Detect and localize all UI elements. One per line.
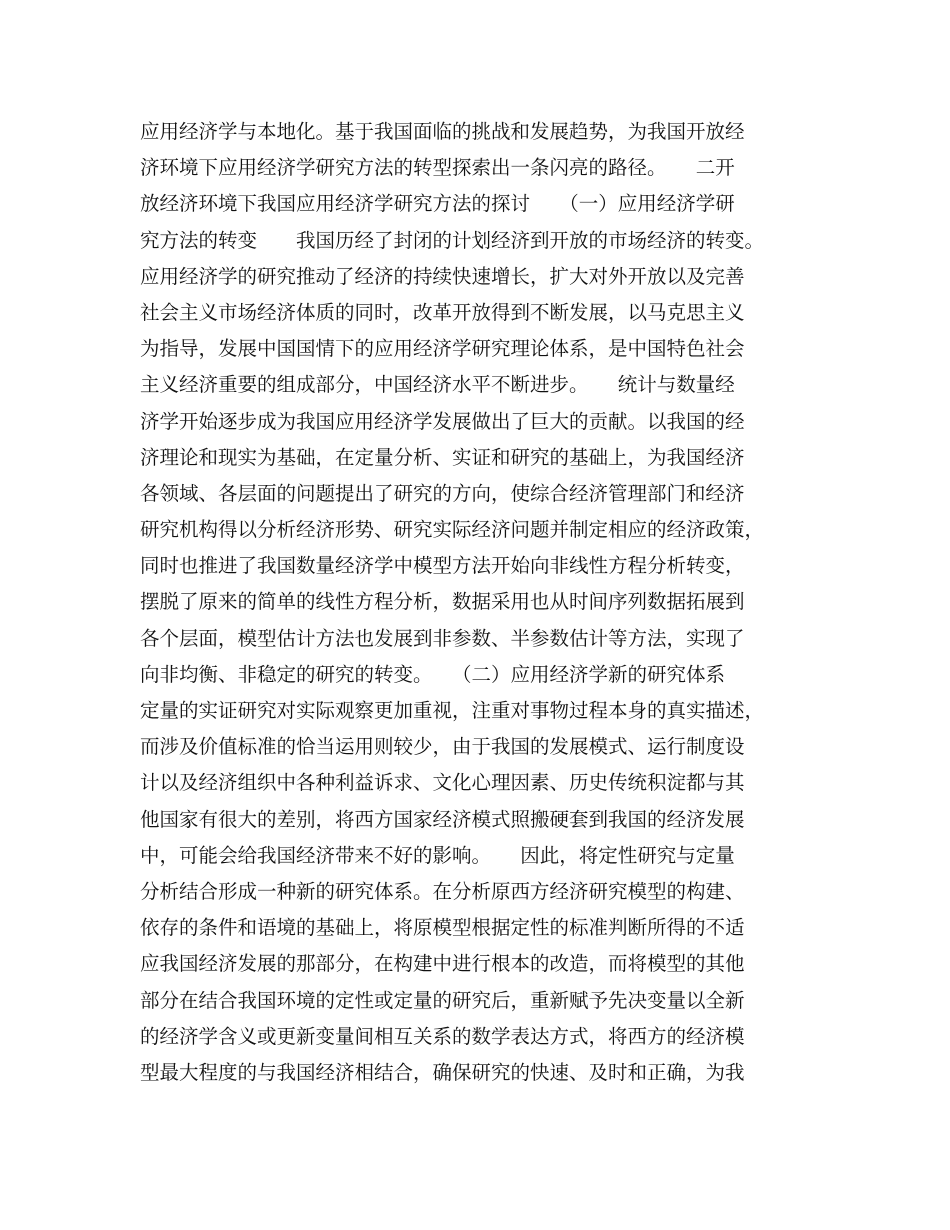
- text-line: 部分在结合我国环境的定性或定量的研究后，重新赋予先决变量以全新: [140, 988, 745, 1012]
- text-line: 定量的实证研究对实际观察更加重视，注重对事物过程本身的真实描述，: [140, 699, 765, 722]
- text-line: 计以及经济组织中各种利益诉求、文化心理因素、历史传统积淀都与其: [140, 771, 745, 795]
- text-line: 应我国经济发展的那部分，在构建中进行根本的改造，而将模型的其他: [140, 952, 745, 976]
- text-line: 济学开始逐步成为我国应用经济学发展做出了巨大的贡献。以我国的经: [140, 409, 745, 433]
- text-line: 摆脱了原来的简单的线性方程分析，数据采用也从时间序列数据拓展到: [140, 590, 745, 614]
- text-line: 应用经济学的研究推动了经济的持续快速增长，扩大对外开放以及完善: [140, 264, 745, 288]
- text-line: 放经济环境下我国应用经济学研究方法的探讨 （一）应用经济学研: [140, 192, 735, 216]
- text-line: 向非均衡、非稳定的研究的转变。 （二）应用经济学新的研究体系: [140, 662, 726, 686]
- text-line: 依存的条件和语境的基础上，将原模型根据定性的标准判断所得的不适: [140, 916, 745, 940]
- text-line: 同时也推进了我国数量经济学中模型方法开始向非线性方程分析转变，: [140, 554, 745, 578]
- text-line: 社会主义市场经济体质的同时，改革开放得到不断发展，以马克思主义: [140, 300, 745, 324]
- text-line: 济环境下应用经济学研究方法的转型探索出一条闪亮的路径。 二开: [140, 156, 735, 180]
- body-text: [140, 114, 830, 1091]
- text-line: 型最大程度的与我国经济相结合，确保研究的快速、及时和正确，为我: [140, 1060, 745, 1084]
- text-line: 中，可能会给我国经济带来不好的影响。 因此，将定性研究与定量: [140, 843, 735, 867]
- text-line: 究方法的转变 我国历经了封闭的计划经济到开放的市场经济的转变。: [140, 228, 765, 252]
- text-line: 各个层面，模型估计方法也发展到非参数、半参数估计等方法，实现了: [140, 626, 745, 650]
- text-line: 济理论和现实为基础，在定量分析、实证和研究的基础上，为我国经济: [140, 445, 745, 469]
- text-line: 为指导，发展中国国情下的应用经济学研究理论体系，是中国特色社会: [140, 337, 745, 361]
- text-line: 他国家有很大的差别，将西方国家经济模式照搬硬套到我国的经济发展: [140, 807, 745, 831]
- text-line: 的经济学含义或更新变量间相互关系的数学表达方式，将西方的经济模: [140, 1024, 745, 1048]
- text-line: 各领域、各层面的问题提出了研究的方向，使综合经济管理部门和经济: [140, 481, 745, 505]
- text-line: 主义经济重要的组成部分，中国经济水平不断进步。 统计与数量经: [140, 373, 735, 397]
- text-line: 应用经济学与本地化。基于我国面临的挑战和发展趋势，为我国开放经: [140, 120, 745, 143]
- text-line: 研究机构得以分析经济形势、研究实际经济问题并制定相应的经济政策，: [140, 518, 765, 542]
- text-line: 而涉及价值标准的恰当运用则较少，由于我国的发展模式、运行制度设: [140, 735, 745, 759]
- text-line: 分析结合形成一种新的研究体系。在分析原西方经济研究模型的构建、: [140, 879, 745, 903]
